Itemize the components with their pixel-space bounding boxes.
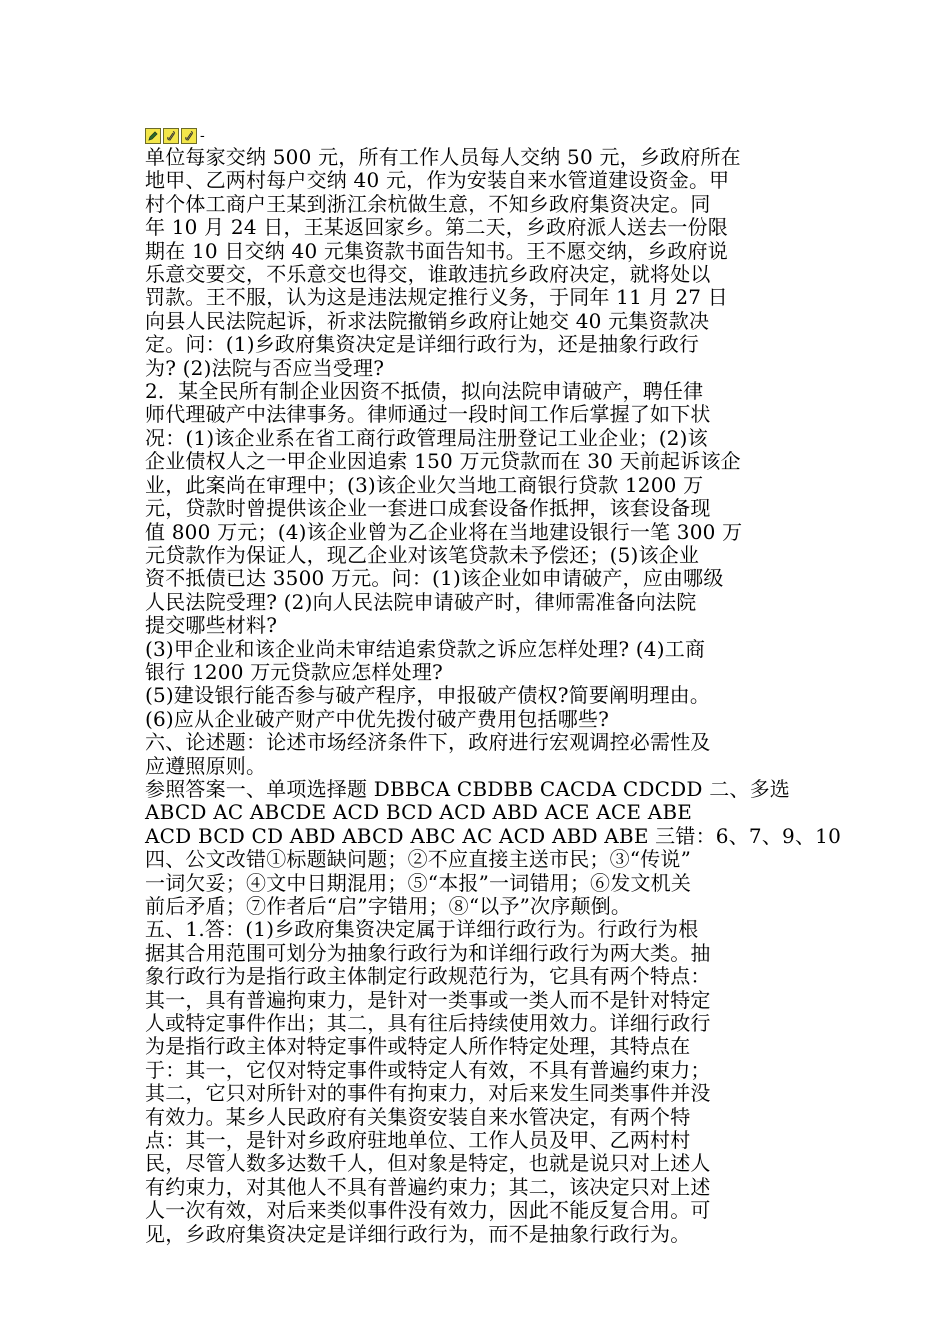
text-line: (3)甲企业和该企业尚未审结追索贷款之诉应怎样处理? (4)工商 <box>145 636 706 661</box>
text-line: 参照答案一、单项选择题 DBBCA CBDBB CACDA CDCDD 二、多选 <box>145 776 791 801</box>
text-line: 资不抵债已达 3500 万元。问：(1)该企业如申请破产，应由哪级 <box>145 566 724 591</box>
text-line: 银行 1200 万元贷款应怎样处理? <box>145 659 443 684</box>
text-line: 民，尽管人数多达数千人，但对象是特定，也就是说只对上述人 <box>145 1151 711 1176</box>
text-line: 期在 10 日交纳 40 元集资款书面告知书。王不愿交纳，乡政府说 <box>145 238 728 263</box>
text-line: 象行政行为是指行政主体制定行政规范行为，它具有两个特点： <box>145 964 711 989</box>
text-line: 人或特定事件作出；其二，具有往后持续使用效力。详细行政行 <box>145 1011 711 1036</box>
clip-icon[interactable] <box>181 128 197 144</box>
edit-icon[interactable] <box>145 128 161 144</box>
inline-toolbar <box>145 126 805 146</box>
text-line: 元，贷款时曾提供该企业一套进口成套设备作抵押，该套设备现 <box>145 496 711 521</box>
text-line: 人一次有效，对后来类似事件没有效力，因此不能反复合用。可 <box>145 1198 711 1223</box>
text-line: 向县人民法院起诉，祈求法院撤销乡政府让她交 40 元集资款决 <box>145 308 710 333</box>
text-line: 师代理破产中法律事务。律师通过一段时间工作后掌握了如下状 <box>145 402 711 427</box>
text-line: 其一，具有普遍拘束力，是针对一类事或一类人而不是针对特定 <box>145 987 711 1012</box>
clip-icon[interactable] <box>163 128 179 144</box>
text-line: (5)建设银行能否参与破产程序，申报破产债权?简要阐明理由。 <box>145 683 711 708</box>
text-line: 有效力。某乡人民政府有关集资安装自来水管决定，有两个特 <box>145 1104 691 1129</box>
document-page <box>145 126 842 1246</box>
document-body <box>145 145 842 1246</box>
text-line: 其二，它只对所针对的事件有拘束力，对后来发生同类事件并没 <box>145 1081 711 1106</box>
text-line: 乐意交要交，不乐意交也得交，谁敢违抗乡政府决定，就将处以 <box>145 262 711 287</box>
text-line: 罚款。王不服，认为这是违法规定推行义务，于同年 11 月 27 日 <box>145 285 728 310</box>
toolbar-trailing-dash: - <box>200 128 205 144</box>
text-line: 人民法院受理? (2)向人民法院申请破产时，律师需准备向法院 <box>145 589 697 614</box>
text-line: (6)应从企业破产财产中优先拨付破产费用包括哪些? <box>145 706 610 731</box>
text-line: ACD BCD CD ABD ABCD ABC AC ACD ABD ABE 三错：6、7、9、10 <box>145 823 842 848</box>
text-line: 业，此案尚在审理中；(3)该企业欠当地工商银行贷款 1200 万 <box>145 472 704 497</box>
text-line: 企业债权人之一甲企业因追索 150 万元贷款而在 30 天前起诉该企 <box>145 449 741 474</box>
text-line: 2．某全民所有制企业因资不抵债，拟向法院申请破产，聘任律 <box>145 379 704 404</box>
text-line: ABCD AC ABCDE ACD BCD ACD ABD ACE ACE ABE <box>145 800 693 825</box>
text-line: 五、1.答：(1)乡政府集资决定属于详细行政行为。行政行为根 <box>145 917 699 942</box>
text-line: 况：(1)该企业系在省工商行政管理局注册登记工业企业；(2)该 <box>145 425 708 450</box>
text-line: 点：其一，是针对乡政府驻地单位、工作人员及甲、乙两村村 <box>145 1128 691 1153</box>
text-line: 为是指行政主体对特定事件或特定人所作特定处理，其特点在 <box>145 1034 691 1059</box>
text-line: 提交哪些材料? <box>145 613 278 638</box>
text-line: 应遵照原则。 <box>145 753 267 778</box>
text-line: 有约束力，对其他人不具有普遍约束力；其二，该决定只对上述 <box>145 1174 711 1199</box>
text-line: 村个体工商户王某到浙江余杭做生意，不知乡政府集资决定。同 <box>145 191 711 216</box>
text-line: 值 800 万元；(4)该企业曾为乙企业将在当地建设银行一笔 300 万 <box>145 519 743 544</box>
text-line: 六、论述题：论述市场经济条件下，政府进行宏观调控必需性及 <box>145 730 711 755</box>
text-line: 元贷款作为保证人，现乙企业对该笔贷款未予偿还；(5)该企业 <box>145 542 700 567</box>
text-line: 为? (2)法院与否应当受理? <box>145 355 385 380</box>
text-line: 一词欠妥；④文中日期混用；⑤“本报”一词错用；⑥发文机关 <box>145 870 692 895</box>
text-line: 地甲、乙两村每户交纳 40 元，作为安装自来水管道建设资金。甲 <box>145 168 730 193</box>
text-line: 前后矛盾；⑦作者后“启”字错用；⑧“以予”次序颠倒。 <box>145 894 632 918</box>
text-line: 见，乡政府集资决定是详细行政行为，而不是抽象行政行为。 <box>145 1221 691 1246</box>
text-line: 年 10 月 24 日，王某返回家乡。第二天，乡政府派人送去一份限 <box>145 215 728 240</box>
text-line: 单位每家交纳 500 元，所有工作人员每人交纳 50 元，乡政府所在 <box>145 145 741 169</box>
text-line: 据其合用范围可划分为抽象行政行为和详细行政行为两大类。抽 <box>145 940 711 965</box>
text-line: 于：其一，它仅对特定事件或特定人有效，不具有普遍约束力； <box>145 1057 711 1082</box>
text-line: 四、公文改错①标题缺问题；②不应直接主送市民；③“传说” <box>145 847 692 872</box>
text-line: 定。问：(1)乡政府集资决定是详细行政行为，还是抽象行政行 <box>145 332 700 357</box>
